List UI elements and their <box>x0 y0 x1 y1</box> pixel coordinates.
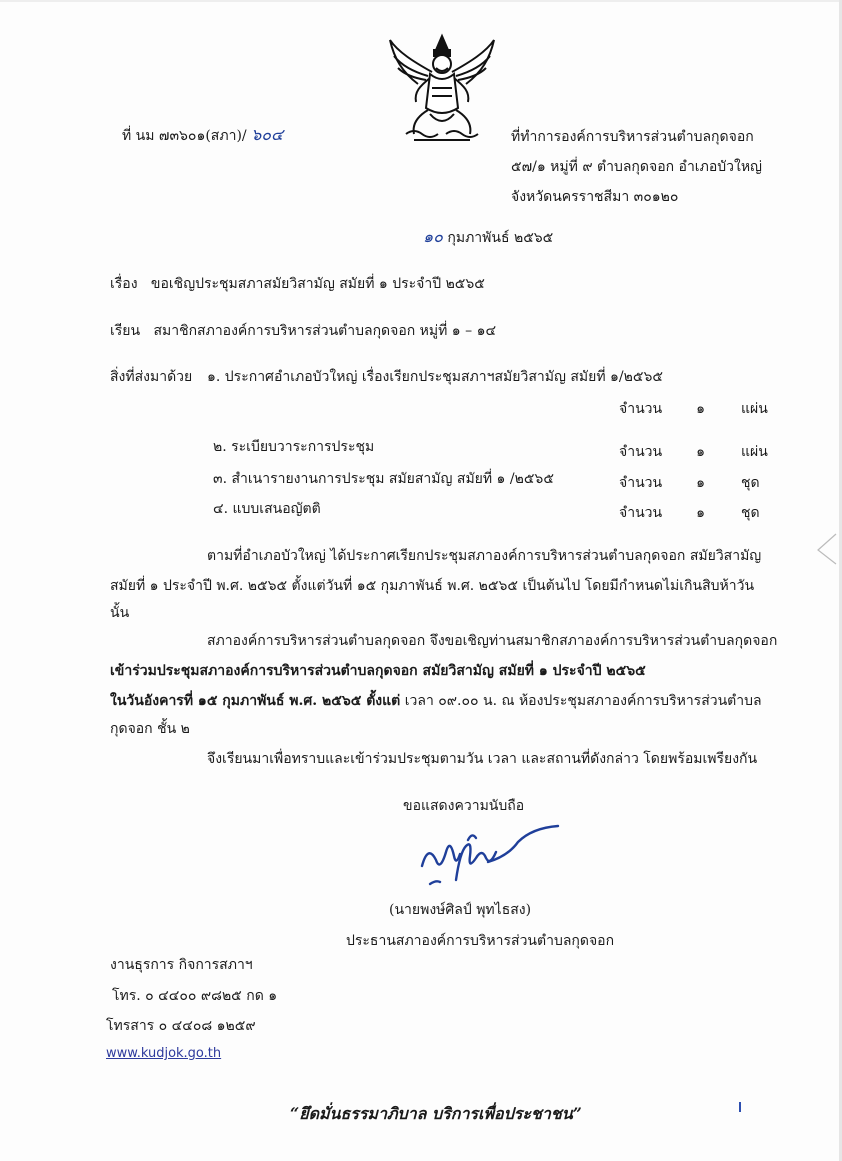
sender-address-line-3: จังหวัดนครราชสีมา ๓๐๑๒๐ <box>511 189 679 205</box>
enclosure-item-3-text: ๓. สำเนารายงานการประชุม สมัยสามัญ สมัยที่ ๑ /๒๕๖๕ <box>213 471 554 487</box>
garuda-emblem-icon <box>384 32 500 144</box>
paragraph-2-line-3 <box>110 692 762 710</box>
enclosure-item-2-qty <box>619 443 768 461</box>
paragraph-2-line-2: เข้าร่วมประชุมสภาองค์การบริหารส่วนตำบลกุดจอก สมัยวิสามัญ สมัยที่ ๑ ประจำปี ๒๕๖๕ <box>110 663 646 679</box>
qty-unit: แผ่น <box>740 444 768 460</box>
enclosure-item-3-qty <box>619 474 760 492</box>
enclosure-item-2-text: ๒. ระเบียบวาระการประชุม <box>213 439 375 455</box>
subject-line <box>110 275 485 293</box>
paragraph-2-line-4: กุดจอก ชั้น ๒ <box>110 721 190 737</box>
sender-address-line-1: ที่ทำการองค์การบริหารส่วนตำบลกุดจอก <box>511 129 754 145</box>
recipient-label: เรียน <box>110 323 141 339</box>
subject-label: เรื่อง <box>110 276 138 292</box>
enclosure-item-4-text: ๔. แบบเสนอญัตติ <box>213 501 321 517</box>
subject-text: ขอเชิญประชุมสภาสมัยวิสามัญ สมัยที่ ๑ ประจำปี ๒๕๖๕ <box>150 276 485 292</box>
document-number <box>122 126 283 145</box>
qty-unit: ชุด <box>740 505 760 521</box>
qty-label: จำนวน <box>619 505 663 521</box>
recipient-text: สมาชิกสภาองค์การบริหารส่วนตำบลกุดจอก หมู่ที่ ๑ – ๑๔ <box>153 323 497 339</box>
enclosure-item-1-qty <box>619 400 768 418</box>
qty-unit: แผ่น <box>740 401 768 417</box>
signer-name: (นายพงษ์ศิลป์ พุทไธสง) <box>389 902 532 918</box>
paragraph-1-line-3: นั้น <box>110 605 130 621</box>
qty-value: ๑ <box>696 505 705 521</box>
qty-value: ๑ <box>696 475 705 491</box>
signature-icon <box>416 822 562 894</box>
footer-telephone: โทร. ๐ ๔๔๐๐ ๙๘๒๕ กด ๑ <box>112 988 278 1004</box>
qty-value: ๑ <box>696 444 705 460</box>
enclosures-label: สิ่งที่ส่งมาด้วย <box>110 369 193 385</box>
ink-dot <box>739 1102 741 1112</box>
qty-unit: ชุด <box>740 475 760 491</box>
enclosure-item-1-text: ๑. ประกาศอำเภอบัวใหญ่ เรื่องเรียกประชุมสภาฯสมัยวิสามัญ สมัยที่ ๑/๒๕๖๕ <box>207 369 663 385</box>
footer-office: งานธุรการ กิจการสภาฯ <box>110 957 253 973</box>
page-edge-top <box>0 0 842 2</box>
footer-website-link[interactable]: www.kudjok.go.th <box>106 1046 222 1061</box>
date-day-handwritten: ๑๐ <box>423 227 443 246</box>
recipient-line <box>110 322 496 340</box>
paragraph-1-line-2: สมัยที่ ๑ ประจำปี พ.ศ. ๒๕๖๕ ตั้งแต่วันที่ ๑๕ กุมภาพันธ์ พ.ศ. ๒๕๖๕ เป็นต้นไป โดยมีกำหนดไม่เกินสิบห้าวัน <box>110 578 755 594</box>
letter-date <box>423 228 553 247</box>
qty-label: จำนวน <box>619 475 663 491</box>
qty-label: จำนวน <box>619 401 663 417</box>
date-month-year: กุมภาพันธ์ ๒๕๖๕ <box>447 230 554 246</box>
paragraph-2-line-1: สภาองค์การบริหารส่วนตำบลกุดจอก จึงขอเชิญท่านสมาชิกสภาองค์การบริหารส่วนตำบลกุดจอก <box>207 633 778 649</box>
document-number-handwritten: ๖๐๔ <box>251 125 284 144</box>
page-fold-mark-icon <box>812 532 838 566</box>
paragraph-3: จึงเรียนมาเพื่อทราบและเข้าร่วมประชุมตามวัน เวลา และสถานที่ดังกล่าว โดยพร้อมเพรียงกัน <box>207 751 758 767</box>
signer-title: ประธานสภาองค์การบริหารส่วนตำบลกุดจอก <box>346 933 615 949</box>
sender-address-line-2: ๕๗/๑ หมู่ที่ ๙ ตำบลกุดจอก อำเภอบัวใหญ่ <box>511 159 762 175</box>
document-number-prefix: ที่ นม ๗๓๖๐๑(สภา)/ <box>122 128 247 144</box>
meeting-time-place: เวลา ๐๙.๐๐ น. ณ ห้องประชุมสภาองค์การบริหารส่วนตำบล <box>400 693 762 709</box>
footer-fax: โทรสาร ๐ ๔๔๐๘ ๑๒๕๙ <box>106 1018 256 1034</box>
qty-label: จำนวน <box>619 444 663 460</box>
qty-value: ๑ <box>696 401 705 417</box>
meeting-date-bold: ในวันอังคารที่ ๑๕ กุมภาพันธ์ พ.ศ. ๒๕๖๕ ตั้งแต่ <box>110 693 401 709</box>
paragraph-1-line-1: ตามที่อำเภอบัวใหญ่ ได้ประกาศเรียกประชุมสภาองค์การบริหารส่วนตำบลกุดจอก สมัยวิสามัญ <box>207 548 762 564</box>
enclosure-item-4-qty <box>619 504 760 522</box>
closing-salutation: ขอแสดงความนับถือ <box>403 798 525 814</box>
footer-motto: “ยึดมั่นธรรมาภิบาล บริการเพื่อประชาชน” <box>290 1104 582 1123</box>
